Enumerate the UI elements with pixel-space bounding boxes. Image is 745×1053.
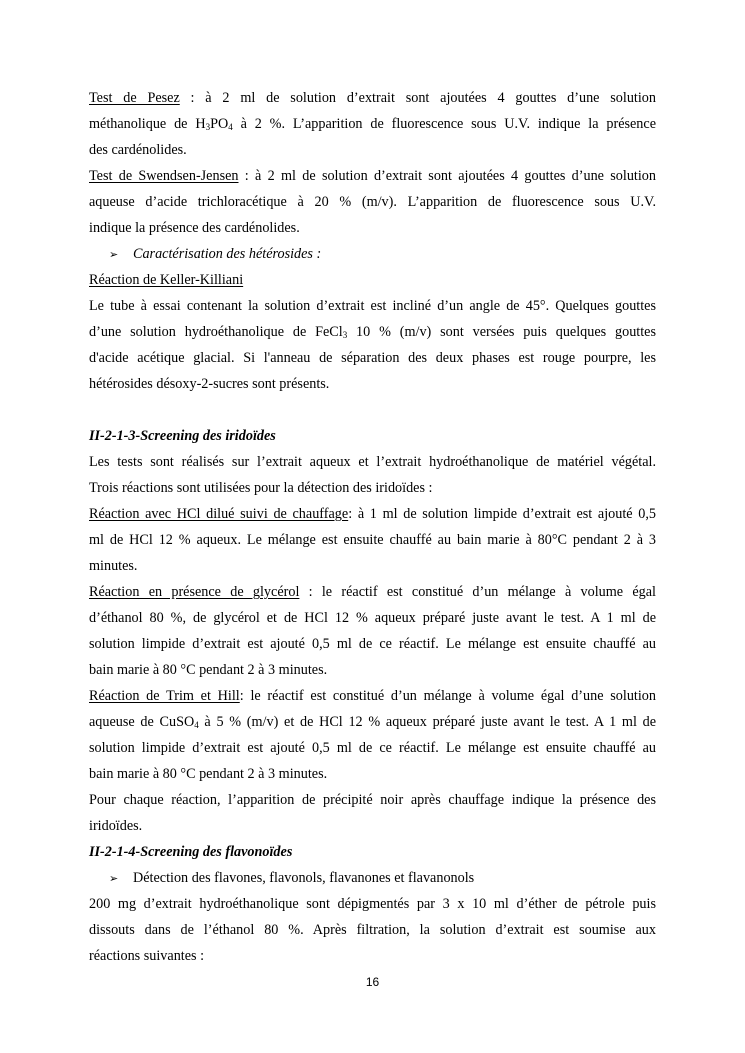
swendsen-line-3: indique la présence des cardénolides. bbox=[89, 220, 300, 236]
flavonoides-bullet: ➢ Détection des flavones, flavonols, flavanones et flavanonols bbox=[89, 865, 656, 891]
trim-hill-line-2: aqueuse de CuSO$_4$ à 5 % (m/v) et de HCl 12 % aqueux préparé juste avant le test. A 1 ml de bbox=[89, 714, 656, 730]
glycerol-line-3: solution limpide d’extrait est ajouté 0,5 ml de ce réactif. Le mélange est ensuite chauffé au bbox=[89, 636, 656, 652]
flavonoides-line-2: dissouts dans de l’éthanol 80 %. Après filtration, la solution d’extrait est soumise aux bbox=[89, 922, 656, 938]
heterosides-bullet: ➢ Caractérisation des hétérosides : bbox=[89, 241, 656, 267]
iridoides-heading: II-2-1-3-Screening des iridoïdes bbox=[89, 428, 276, 444]
swendsen-title: Test de Swendsen-Jensen bbox=[89, 168, 239, 184]
glycerol-title: Réaction en présence de glycérol bbox=[89, 584, 300, 600]
pesez-title: Test de Pesez bbox=[89, 90, 180, 106]
iridoides-intro-1: Les tests sont réalisés sur l’extrait aqueux et l’extrait hydroéthanolique de matériel végétal. bbox=[89, 454, 656, 470]
pesez-line-1: Test de Pesez : à 2 ml de solution d’extrait sont ajoutées 4 gouttes d’une solution bbox=[89, 90, 656, 106]
iridoides-conclusion-1: Pour chaque réaction, l’apparition de précipité noir après chauffage indique la présence des bbox=[89, 792, 656, 808]
hcl-title: Réaction avec HCl dilué suivi de chauffage bbox=[89, 506, 349, 522]
document-page bbox=[89, 85, 656, 969]
pesez-line-3: des cardénolides. bbox=[89, 142, 187, 158]
spacer bbox=[89, 397, 656, 423]
trim-hill-line-4: bain marie à 80 °C pendant 2 à 3 minutes. bbox=[89, 766, 328, 782]
glycerol-line-4: bain marie à 80 °C pendant 2 à 3 minutes. bbox=[89, 662, 328, 678]
page-number: 16 bbox=[365, 975, 380, 989]
hcl-line-3: minutes. bbox=[89, 558, 138, 574]
flavonoides-line-1: 200 mg d’extrait hydroéthanolique sont dépigmentés par 3 x 10 ml d’éther de pétrole puis bbox=[89, 896, 656, 912]
heterosides-line-1: Le tube à essai contenant la solution d’extrait est incliné d’un angle de 45°. Quelques gouttes bbox=[89, 298, 656, 314]
keller-killiani-title: Réaction de Keller-Killiani bbox=[89, 272, 244, 288]
glycerol-line-1: Réaction en présence de glycérol : le réactif est constitué d’un mélange à volume égal bbox=[89, 584, 656, 600]
flavonoides-heading: II-2-1-4-Screening des flavonoïdes bbox=[89, 844, 293, 860]
pesez-line-2: méthanolique de $H_3PO_4$ à 2 %. L’apparition de fluorescence sous U.V. indique la présence bbox=[89, 116, 656, 132]
glycerol-line-2: d’éthanol 80 %, de glycérol et de HCl 12 % aqueux préparé juste avant le test. A 1 ml de bbox=[89, 610, 656, 626]
hcl-line-1: Réaction avec HCl dilué suivi de chauffage: à 1 ml de solution limpide d’extrait est ajouté 0,5 bbox=[89, 506, 657, 522]
heterosides-line-4: hétérosides désoxy-2-sucres sont présents. bbox=[89, 376, 330, 392]
trim-hill-title: Réaction de Trim et Hill bbox=[89, 688, 240, 704]
swendsen-line-2: aqueuse d’acide trichloracétique à 20 % (m/v). L’apparition de fluorescence sous U.V. bbox=[89, 194, 656, 210]
heterosides-line-3: d'acide acétique glacial. Si l'anneau de séparation des deux phases est rouge pourpre, les bbox=[89, 350, 656, 366]
trim-hill-line-1: Réaction de Trim et Hill: le réactif est constitué d’un mélange à volume égal d’une solution bbox=[89, 688, 656, 704]
arrow-bullet-icon: ➢ bbox=[109, 248, 119, 261]
iridoides-intro-2: Trois réactions sont utilisées pour la détection des iridoïdes : bbox=[89, 480, 433, 496]
arrow-bullet-icon: ➢ bbox=[109, 872, 119, 885]
swendsen-line-1: Test de Swendsen-Jensen : à 2 ml de solution d’extrait sont ajoutées 4 gouttes d’une solution bbox=[89, 168, 656, 184]
heterosides-line-2: d’une solution hydroéthanolique de FeCl$_3$ 10 % (m/v) sont versées puis quelques gouttes bbox=[89, 324, 656, 340]
hcl-line-2: ml de HCl 12 % aqueux. Le mélange est ensuite chauffé au bain marie à 80°C pendant 2 à 3 bbox=[89, 532, 656, 548]
trim-hill-line-3: solution limpide d’extrait est ajouté 0,5 ml de ce réactif. Le mélange est ensuite chauffé au bbox=[89, 740, 656, 756]
flavonoides-line-3: réactions suivantes : bbox=[89, 948, 205, 964]
iridoides-conclusion-2: iridoïdes. bbox=[89, 818, 143, 834]
